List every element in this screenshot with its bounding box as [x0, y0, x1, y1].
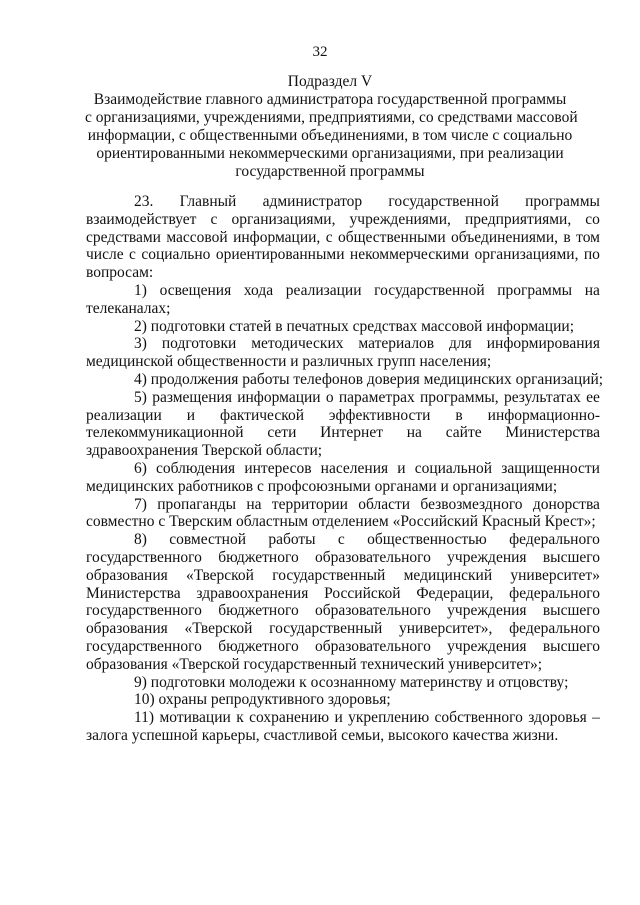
body-line: государственного бюджетного образовательного учреждения высшего [86, 637, 600, 655]
body-line: числе с социально ориентированными некоммерческими организациями, по [86, 246, 600, 264]
body-line: 10) охраны репродуктивного здоровья; [134, 691, 391, 709]
body-line: 9) подготовки молодежи к осознанному материнству и отцовству; [134, 673, 569, 691]
body-line: образования «Тверской государственный медицинский университет» [86, 566, 600, 584]
body-line: телекоммуникационной сети Интернет на сайте Министерства [86, 424, 600, 442]
body-line: телеканалах; [86, 299, 171, 317]
body-line: взаимодействует с организациями, учреждениями, предприятиями, со [86, 210, 600, 228]
body-line: 2) подготовки статей в печатных средствах массовой информации; [134, 317, 574, 335]
body-line: залога успешной карьеры, счастливой семьи, высокого качества жизни. [86, 726, 559, 744]
body-line: 11) мотивации к сохранению и укреплению собственного здоровья – [134, 709, 600, 727]
heading-title-line: Взаимодействие главного администратора государственной программы [93, 91, 567, 108]
body-line: вопросам: [86, 264, 154, 282]
body-line: 7) пропаганды на территории области безвозмездного донорства [134, 495, 600, 513]
body-line: 5) размещения информации о параметрах программы, результатах ее [134, 388, 600, 406]
body-line: образования «Тверской государственный технический университет»; [86, 655, 543, 673]
page-number: 32 [312, 44, 328, 60]
body-line: здравоохранения Тверской области; [86, 442, 323, 460]
heading-title-line: информации, с общественными объединениями, в том числе с социально [87, 127, 573, 144]
body-line: средствами массовой информации, с общественными объединениями, в том [86, 228, 600, 246]
heading-title-line: государственной программы [235, 163, 425, 180]
body-line: реализации и фактической эффективности в информационно- [86, 406, 600, 424]
body-line: 8) совместной работы с общественностью федерального [134, 531, 600, 549]
heading-title-line: ориентированными некоммерческими организациями, при реализации [96, 145, 564, 162]
body-line: 1) освещения хода реализации государственной программы на [134, 281, 600, 299]
body-line: совместно с Тверским областным отделением «Российский Красный Крест»; [86, 513, 596, 531]
body-line: государственного бюджетного образовательного учреждения высшего [86, 602, 600, 620]
body-text [86, 193, 604, 745]
body-line: медицинских работников с профсоюзными органами и организациями; [86, 477, 558, 495]
subsection-label: Подраздел V [287, 73, 373, 90]
body-line: 23. Главный администратор государственной программы [134, 193, 600, 210]
body-line: образования «Тверской государственный университет», федерального [86, 620, 600, 638]
body-line: медицинской общественности и различных групп населения; [86, 353, 492, 371]
section-heading [85, 73, 578, 181]
body-line: 6) соблюдения интересов населения и социальной защищенности [134, 459, 600, 477]
body-line: государственного бюджетного образовательного учреждения высшего [86, 548, 600, 566]
body-line: 4) продолжения работы телефонов доверия медицинских организаций; [134, 370, 604, 388]
heading-title-line: с организациями, учреждениями, предприятиями, со средствами массовой [85, 109, 578, 126]
body-line: 3) подготовки методических материалов для информирования [134, 335, 600, 353]
body-line: Министерства здравоохранения Российской Федерации, федерального [86, 584, 600, 602]
